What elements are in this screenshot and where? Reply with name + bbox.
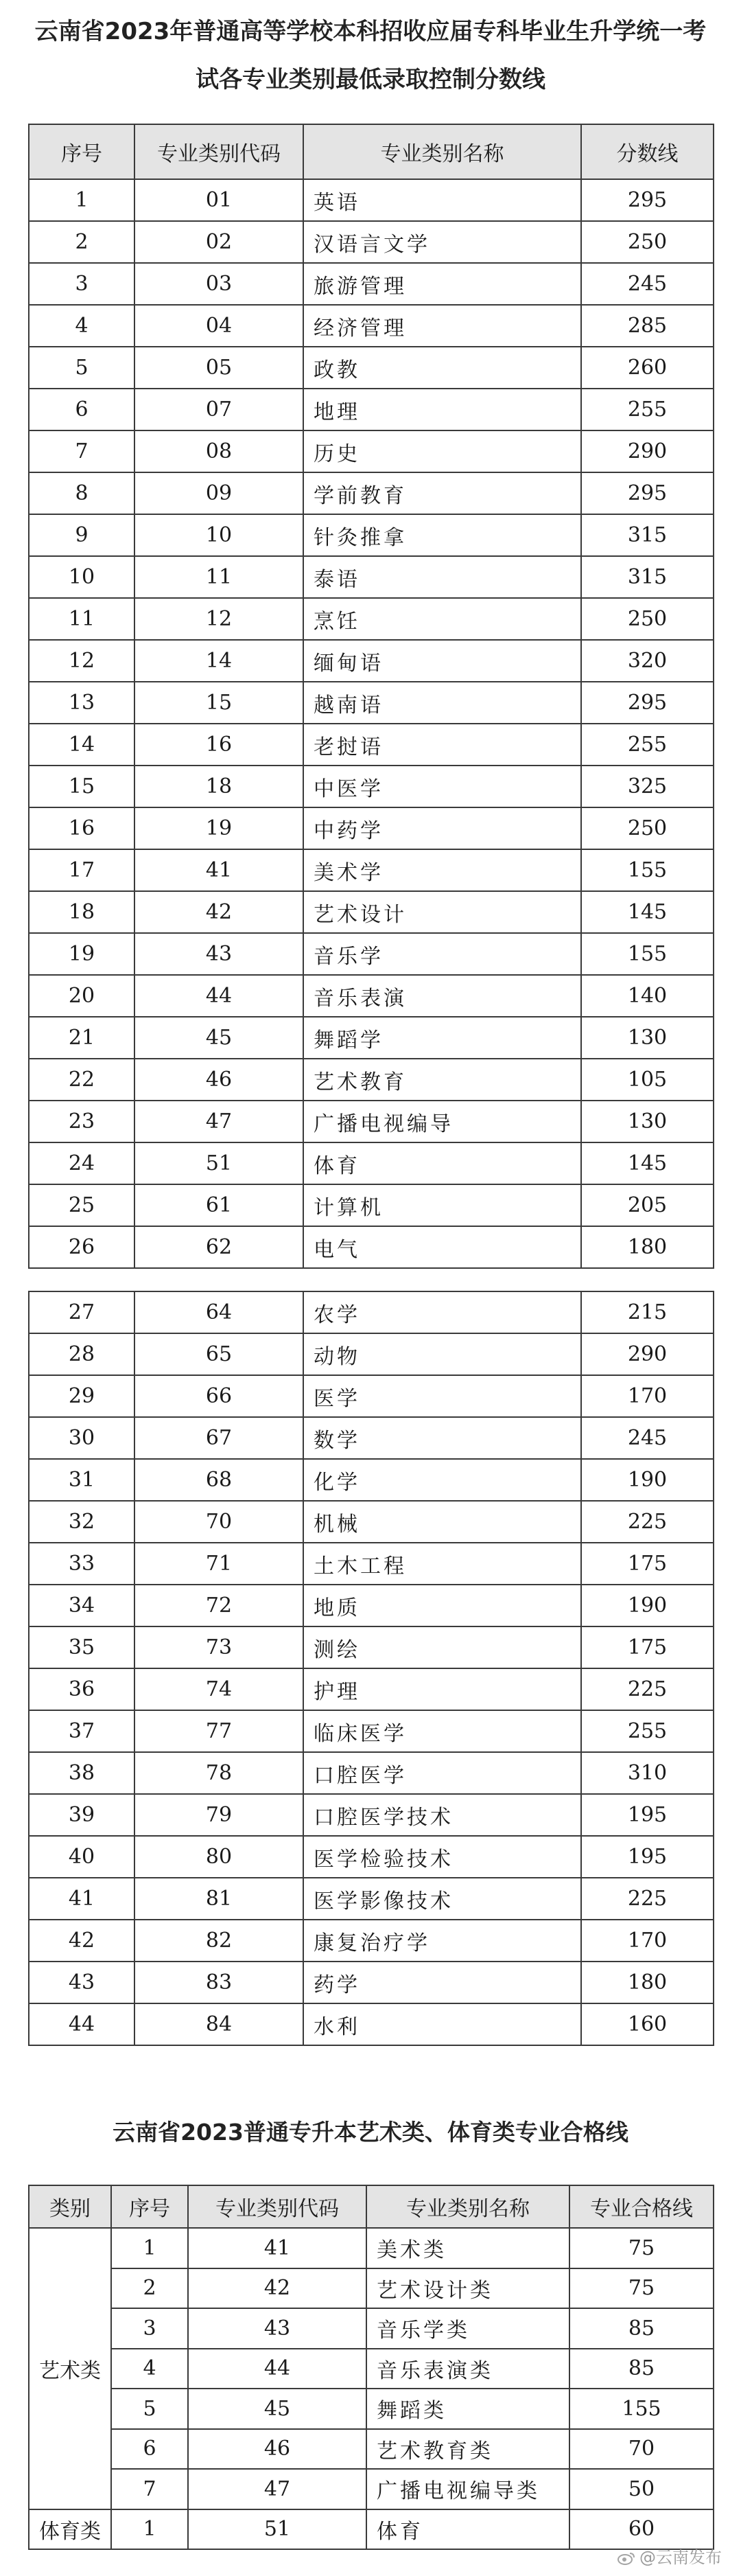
category-name: 美术类 xyxy=(366,2228,569,2268)
category-name: 药学 xyxy=(303,1962,581,2003)
category-name: 机械 xyxy=(303,1501,581,1543)
table-row xyxy=(29,1501,714,1543)
table-row xyxy=(29,2389,714,2429)
category-name: 测绘 xyxy=(303,1626,581,1668)
category-code: 09 xyxy=(134,472,303,514)
category-code: 82 xyxy=(134,1920,303,1962)
art-sport-table xyxy=(28,2185,714,2550)
category-code: 72 xyxy=(134,1585,303,1626)
category-name: 艺术教育 xyxy=(303,1059,581,1101)
row-number: 5 xyxy=(111,2389,188,2429)
pass-line: 50 xyxy=(569,2469,714,2509)
category-name: 针灸推拿 xyxy=(303,514,581,556)
category-name: 医学检验技术 xyxy=(303,1836,581,1878)
row-number: 17 xyxy=(29,849,134,891)
row-number: 24 xyxy=(29,1142,134,1184)
score-line: 130 xyxy=(581,1101,714,1142)
row-number: 5 xyxy=(29,347,134,389)
column-header: 专业类别名称 xyxy=(366,2185,569,2228)
category-code: 79 xyxy=(134,1794,303,1836)
table-row xyxy=(29,2308,714,2349)
table-row xyxy=(29,891,714,933)
row-number: 44 xyxy=(29,2003,134,2045)
category-code: 11 xyxy=(134,556,303,598)
row-number: 33 xyxy=(29,1543,134,1585)
row-number: 21 xyxy=(29,1017,134,1059)
table-row xyxy=(29,598,714,640)
category-name: 艺术教育类 xyxy=(366,2429,569,2470)
category-name: 音乐学类 xyxy=(366,2308,569,2349)
category-name: 体育 xyxy=(366,2509,569,2550)
score-line: 260 xyxy=(581,347,714,389)
score-line: 310 xyxy=(581,1752,714,1794)
row-number: 4 xyxy=(111,2349,188,2389)
row-number: 38 xyxy=(29,1752,134,1794)
table-row xyxy=(29,347,714,389)
category-code: 14 xyxy=(134,640,303,682)
category-code: 46 xyxy=(134,1059,303,1101)
category-code: 84 xyxy=(134,2003,303,2045)
category-code: 78 xyxy=(134,1752,303,1794)
table-row xyxy=(29,724,714,766)
score-line: 140 xyxy=(581,975,714,1017)
doc-title-line1: 云南省2023年普通高等学校本科招收应届专科毕业生升学统一考 xyxy=(34,18,707,45)
group-category: 艺术类 xyxy=(29,2228,111,2509)
table-row xyxy=(29,640,714,682)
table-row xyxy=(29,389,714,430)
row-number: 35 xyxy=(29,1626,134,1668)
pass-line: 60 xyxy=(569,2509,714,2550)
table-row xyxy=(29,2268,714,2309)
row-number: 2 xyxy=(29,221,134,263)
row-number: 7 xyxy=(111,2469,188,2509)
row-number: 30 xyxy=(29,1417,134,1459)
category-code: 70 xyxy=(134,1501,303,1543)
table-row xyxy=(29,933,714,975)
score-line: 295 xyxy=(581,682,714,724)
table-row xyxy=(29,849,714,891)
row-number: 2 xyxy=(111,2268,188,2309)
row-number: 16 xyxy=(29,807,134,849)
table-row xyxy=(29,1920,714,1962)
table-row xyxy=(29,430,714,472)
score-line: 295 xyxy=(581,472,714,514)
score-line: 195 xyxy=(581,1794,714,1836)
category-name: 英语 xyxy=(303,179,581,221)
category-code: 62 xyxy=(134,1226,303,1268)
table-row xyxy=(29,2349,714,2389)
score-line: 225 xyxy=(581,1878,714,1920)
row-number: 4 xyxy=(29,305,134,347)
category-name: 缅甸语 xyxy=(303,640,581,682)
category-code: 08 xyxy=(134,430,303,472)
table-row xyxy=(29,1333,714,1375)
category-code: 74 xyxy=(134,1668,303,1710)
score-line: 130 xyxy=(581,1017,714,1059)
pass-line: 85 xyxy=(569,2349,714,2389)
score-line: 315 xyxy=(581,556,714,598)
row-number: 6 xyxy=(111,2429,188,2470)
row-number: 9 xyxy=(29,514,134,556)
table-row xyxy=(29,472,714,514)
table-row xyxy=(29,2429,714,2470)
table-row xyxy=(29,1878,714,1920)
category-code: 66 xyxy=(134,1375,303,1417)
score-line: 155 xyxy=(581,933,714,975)
row-number: 31 xyxy=(29,1459,134,1501)
category-name: 烹饪 xyxy=(303,598,581,640)
score-line: 255 xyxy=(581,389,714,430)
category-code: 73 xyxy=(134,1626,303,1668)
category-code: 16 xyxy=(134,724,303,766)
category-name: 康复治疗学 xyxy=(303,1920,581,1962)
score-line: 295 xyxy=(581,179,714,221)
score-line: 215 xyxy=(581,1291,714,1333)
category-name: 泰语 xyxy=(303,556,581,598)
row-number: 23 xyxy=(29,1101,134,1142)
category-code: 64 xyxy=(134,1291,303,1333)
row-number: 42 xyxy=(29,1920,134,1962)
category-name: 体育 xyxy=(303,1142,581,1184)
row-number: 3 xyxy=(111,2308,188,2349)
column-header: 专业合格线 xyxy=(569,2185,714,2228)
category-code: 68 xyxy=(134,1459,303,1501)
category-name: 广播电视编导 xyxy=(303,1101,581,1142)
category-code: 44 xyxy=(188,2349,366,2389)
row-number: 32 xyxy=(29,1501,134,1543)
row-number: 1 xyxy=(29,179,134,221)
score-line: 325 xyxy=(581,766,714,807)
table-row xyxy=(29,1142,714,1184)
score-line: 155 xyxy=(581,849,714,891)
table-row xyxy=(29,1626,714,1668)
category-code: 01 xyxy=(134,179,303,221)
row-number: 41 xyxy=(29,1878,134,1920)
row-number: 10 xyxy=(29,556,134,598)
table-row xyxy=(29,263,714,305)
column-header: 分数线 xyxy=(581,124,714,179)
row-number: 22 xyxy=(29,1059,134,1101)
row-number: 1 xyxy=(111,2509,188,2550)
category-name: 旅游管理 xyxy=(303,263,581,305)
row-number: 7 xyxy=(29,430,134,472)
category-name: 老挝语 xyxy=(303,724,581,766)
category-name: 舞蹈类 xyxy=(366,2389,569,2429)
category-name: 化学 xyxy=(303,1459,581,1501)
category-name: 历史 xyxy=(303,430,581,472)
category-name: 汉语言文学 xyxy=(303,221,581,263)
row-number: 1 xyxy=(111,2228,188,2268)
table-row xyxy=(29,1585,714,1626)
category-name: 艺术设计 xyxy=(303,891,581,933)
table-row xyxy=(29,221,714,263)
score-line: 290 xyxy=(581,1333,714,1375)
category-code: 51 xyxy=(134,1142,303,1184)
pass-line: 75 xyxy=(569,2228,714,2268)
table-row xyxy=(29,1291,714,1333)
category-code: 71 xyxy=(134,1543,303,1585)
category-name: 中医学 xyxy=(303,766,581,807)
category-name: 水利 xyxy=(303,2003,581,2045)
row-number: 25 xyxy=(29,1184,134,1226)
category-name: 音乐表演类 xyxy=(366,2349,569,2389)
table-header-row xyxy=(29,2185,714,2228)
category-name: 地质 xyxy=(303,1585,581,1626)
category-code: 42 xyxy=(188,2268,366,2309)
score-line: 105 xyxy=(581,1059,714,1101)
category-name: 中药学 xyxy=(303,807,581,849)
category-name: 数学 xyxy=(303,1417,581,1459)
group-category: 体育类 xyxy=(29,2509,111,2550)
category-code: 05 xyxy=(134,347,303,389)
column-header: 序号 xyxy=(29,124,134,179)
category-name: 护理 xyxy=(303,1668,581,1710)
table-header-row xyxy=(29,124,714,179)
column-header: 专业类别代码 xyxy=(188,2185,366,2228)
table-row xyxy=(29,1017,714,1059)
score-line: 170 xyxy=(581,1920,714,1962)
score-line: 180 xyxy=(581,1226,714,1268)
score-line: 175 xyxy=(581,1626,714,1668)
column-header: 序号 xyxy=(111,2185,188,2228)
category-code: 15 xyxy=(134,682,303,724)
table-row xyxy=(29,766,714,807)
score-table-part1 xyxy=(28,124,714,1269)
row-number: 26 xyxy=(29,1226,134,1268)
category-name: 地理 xyxy=(303,389,581,430)
row-number: 13 xyxy=(29,682,134,724)
category-name: 动物 xyxy=(303,1333,581,1375)
column-header: 类别 xyxy=(29,2185,111,2228)
watermark-text: @云南发布 xyxy=(639,2548,722,2567)
table-row xyxy=(29,1752,714,1794)
category-code: 65 xyxy=(134,1333,303,1375)
category-code: 44 xyxy=(134,975,303,1017)
score-line: 160 xyxy=(581,2003,714,2045)
category-name: 学前教育 xyxy=(303,472,581,514)
score-line: 145 xyxy=(581,1142,714,1184)
row-number: 19 xyxy=(29,933,134,975)
table-row xyxy=(29,1226,714,1268)
score-line: 195 xyxy=(581,1836,714,1878)
column-header: 专业类别代码 xyxy=(134,124,303,179)
score-line: 180 xyxy=(581,1962,714,2003)
category-code: 43 xyxy=(134,933,303,975)
table-row xyxy=(29,2228,714,2268)
category-code: 42 xyxy=(134,891,303,933)
pass-line: 85 xyxy=(569,2308,714,2349)
category-name: 政教 xyxy=(303,347,581,389)
category-name: 广播电视编导类 xyxy=(366,2469,569,2509)
category-code: 43 xyxy=(188,2308,366,2349)
row-number: 28 xyxy=(29,1333,134,1375)
category-code: 83 xyxy=(134,1962,303,2003)
category-code: 19 xyxy=(134,807,303,849)
category-name: 土木工程 xyxy=(303,1543,581,1585)
row-number: 39 xyxy=(29,1794,134,1836)
table-row xyxy=(29,1668,714,1710)
category-code: 12 xyxy=(134,598,303,640)
row-number: 14 xyxy=(29,724,134,766)
score-line: 245 xyxy=(581,263,714,305)
category-name: 口腔医学技术 xyxy=(303,1794,581,1836)
row-number: 37 xyxy=(29,1710,134,1752)
row-number: 8 xyxy=(29,472,134,514)
score-line: 250 xyxy=(581,221,714,263)
table-row xyxy=(29,1101,714,1142)
category-code: 80 xyxy=(134,1836,303,1878)
category-code: 77 xyxy=(134,1710,303,1752)
score-line: 250 xyxy=(581,807,714,849)
score-line: 225 xyxy=(581,1668,714,1710)
row-number: 36 xyxy=(29,1668,134,1710)
score-line: 170 xyxy=(581,1375,714,1417)
row-number: 20 xyxy=(29,975,134,1017)
table-row xyxy=(29,682,714,724)
row-number: 12 xyxy=(29,640,134,682)
row-number: 3 xyxy=(29,263,134,305)
pass-line: 155 xyxy=(569,2389,714,2429)
category-name: 农学 xyxy=(303,1291,581,1333)
table-row xyxy=(29,1459,714,1501)
category-code: 51 xyxy=(188,2509,366,2550)
score-line: 255 xyxy=(581,1710,714,1752)
category-name: 医学 xyxy=(303,1375,581,1417)
table-row xyxy=(29,1710,714,1752)
row-number: 18 xyxy=(29,891,134,933)
category-code: 61 xyxy=(134,1184,303,1226)
table-row xyxy=(29,1962,714,2003)
category-name: 口腔医学 xyxy=(303,1752,581,1794)
score-line: 315 xyxy=(581,514,714,556)
score-line: 145 xyxy=(581,891,714,933)
category-code: 03 xyxy=(134,263,303,305)
pass-line: 70 xyxy=(569,2429,714,2470)
table-row xyxy=(29,1184,714,1226)
category-code: 81 xyxy=(134,1878,303,1920)
art-sport-title: 云南省2023普通专升本艺术类、体育类专业合格线 xyxy=(113,2119,628,2146)
score-line: 225 xyxy=(581,1501,714,1543)
category-code: 18 xyxy=(134,766,303,807)
category-name: 计算机 xyxy=(303,1184,581,1226)
table-row xyxy=(29,514,714,556)
pass-line: 75 xyxy=(569,2268,714,2309)
category-name: 经济管理 xyxy=(303,305,581,347)
score-line: 190 xyxy=(581,1459,714,1501)
score-table-part2 xyxy=(28,1291,714,2046)
table-row xyxy=(29,1543,714,1585)
category-code: 04 xyxy=(134,305,303,347)
score-line: 255 xyxy=(581,724,714,766)
category-code: 47 xyxy=(188,2469,366,2509)
row-number: 34 xyxy=(29,1585,134,1626)
row-number: 15 xyxy=(29,766,134,807)
category-code: 02 xyxy=(134,221,303,263)
score-line: 205 xyxy=(581,1184,714,1226)
row-number: 27 xyxy=(29,1291,134,1333)
category-name: 电气 xyxy=(303,1226,581,1268)
row-number: 43 xyxy=(29,1962,134,2003)
score-line: 320 xyxy=(581,640,714,682)
category-code: 10 xyxy=(134,514,303,556)
table-row xyxy=(29,1375,714,1417)
row-number: 11 xyxy=(29,598,134,640)
table-row xyxy=(29,1417,714,1459)
table-row xyxy=(29,975,714,1017)
score-line: 250 xyxy=(581,598,714,640)
watermark xyxy=(618,2544,722,2568)
category-name: 越南语 xyxy=(303,682,581,724)
doc-title-line2: 试各专业类别最低录取控制分数线 xyxy=(196,66,545,93)
category-name: 音乐学 xyxy=(303,933,581,975)
table-row xyxy=(29,556,714,598)
category-name: 音乐表演 xyxy=(303,975,581,1017)
category-code: 47 xyxy=(134,1101,303,1142)
category-code: 45 xyxy=(188,2389,366,2429)
category-code: 41 xyxy=(134,849,303,891)
row-number: 40 xyxy=(29,1836,134,1878)
weibo-icon xyxy=(618,2551,635,2565)
category-name: 舞蹈学 xyxy=(303,1017,581,1059)
table-row xyxy=(29,305,714,347)
table-row xyxy=(29,2003,714,2045)
row-number: 29 xyxy=(29,1375,134,1417)
table-row xyxy=(29,807,714,849)
score-line: 290 xyxy=(581,430,714,472)
category-name: 医学影像技术 xyxy=(303,1878,581,1920)
table-row xyxy=(29,2469,714,2509)
column-header: 专业类别名称 xyxy=(303,124,581,179)
category-name: 美术学 xyxy=(303,849,581,891)
score-line: 190 xyxy=(581,1585,714,1626)
table-row xyxy=(29,2509,714,2550)
category-name: 艺术设计类 xyxy=(366,2268,569,2309)
table-row xyxy=(29,1794,714,1836)
score-line: 285 xyxy=(581,305,714,347)
category-code: 41 xyxy=(188,2228,366,2268)
table-row xyxy=(29,1059,714,1101)
score-line: 175 xyxy=(581,1543,714,1585)
category-code: 46 xyxy=(188,2429,366,2470)
category-code: 45 xyxy=(134,1017,303,1059)
table-row xyxy=(29,179,714,221)
category-code: 67 xyxy=(134,1417,303,1459)
row-number: 6 xyxy=(29,389,134,430)
score-line: 245 xyxy=(581,1417,714,1459)
category-name: 临床医学 xyxy=(303,1710,581,1752)
table-row xyxy=(29,1836,714,1878)
category-code: 07 xyxy=(134,389,303,430)
